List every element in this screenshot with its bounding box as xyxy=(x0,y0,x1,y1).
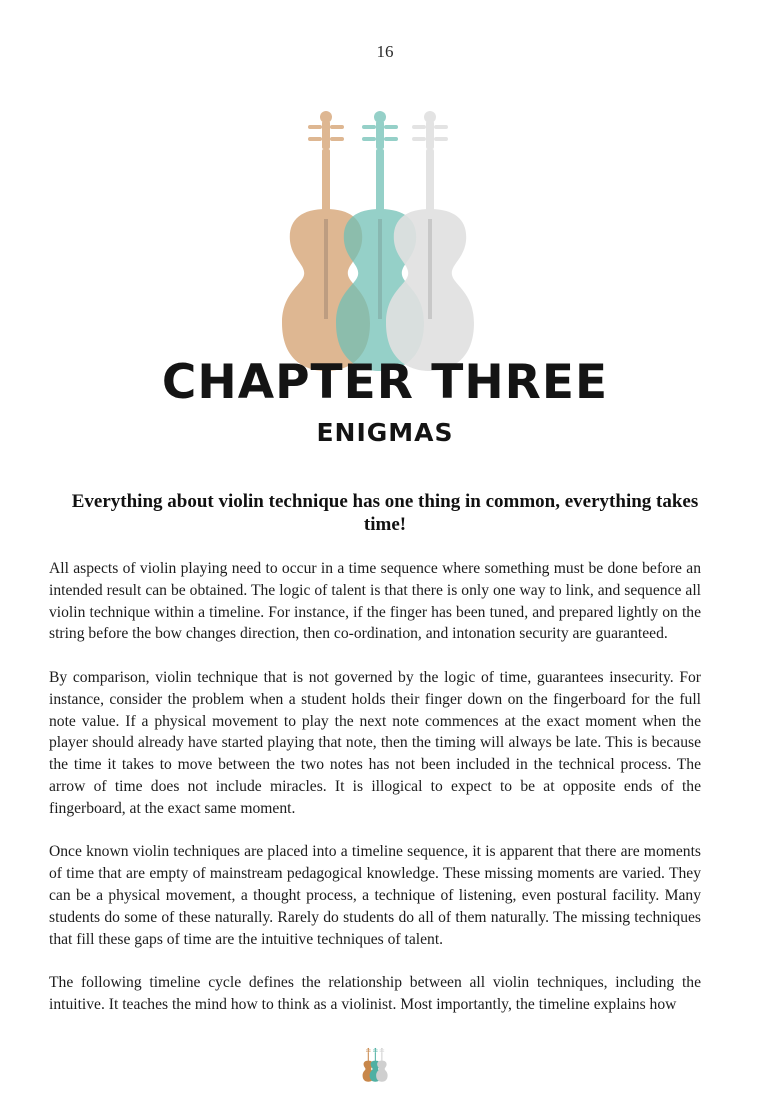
paragraph: By comparison, violin technique that is not governed by the logic of time, guarantees insecurity. For instance, consider the problem when a student holds their finger down on the fingerboard for the full note value. If a physical movement to play the next note commences at the exact moment when the player should already have started playing that note, then the timing will always be late. This is because the time it takes to move between the two notes has not been included in the technical process. The arrow of time does not include miracles. It is illogical to expect to be at opposite ends of the fingerboard, at the exact same moment. xyxy=(49,668,701,817)
paragraph: The following timeline cycle defines the relationship between all violin techniques, including the intuitive. It teaches the mind how to think as a violinist. Most importantly, the timeline explains how xyxy=(49,974,701,1013)
paragraph: Once known violin techniques are placed into a timeline sequence, it is apparent that there are moments of time that are empty of mainstream pedagogical knowledge. These missing moments are varied. They can be a physical movement, a thought process, a technique of listening, even postural facility. Many students do some of these naturally. Rarely do students do all of them naturally. The missing techniques that fill these gaps of time are the intuitive techniques of talent. xyxy=(49,843,701,948)
chapter-header xyxy=(0,105,770,410)
footer-violins-icon xyxy=(361,1045,391,1085)
lead-statement: Everything about violin technique has one thing in common, everything takes time! xyxy=(71,491,699,535)
page-number: 16 xyxy=(376,42,394,61)
paragraph: All aspects of violin playing need to occur in a time sequence where something must be done before an intended result can be obtained. The logic of talent is that there is only one way to link, and sequence all violin technique within a timeline. For instance, if the finger has been tuned, and prepared lightly on the string before the bow changes direction, then co-ordination, and intonation security are guaranteed. xyxy=(49,560,701,643)
chapter-title: CHAPTER THREE xyxy=(161,355,609,410)
body-text xyxy=(49,558,701,1038)
section-title: ENIGMAS xyxy=(316,418,454,447)
three-violins-icon xyxy=(270,105,500,380)
